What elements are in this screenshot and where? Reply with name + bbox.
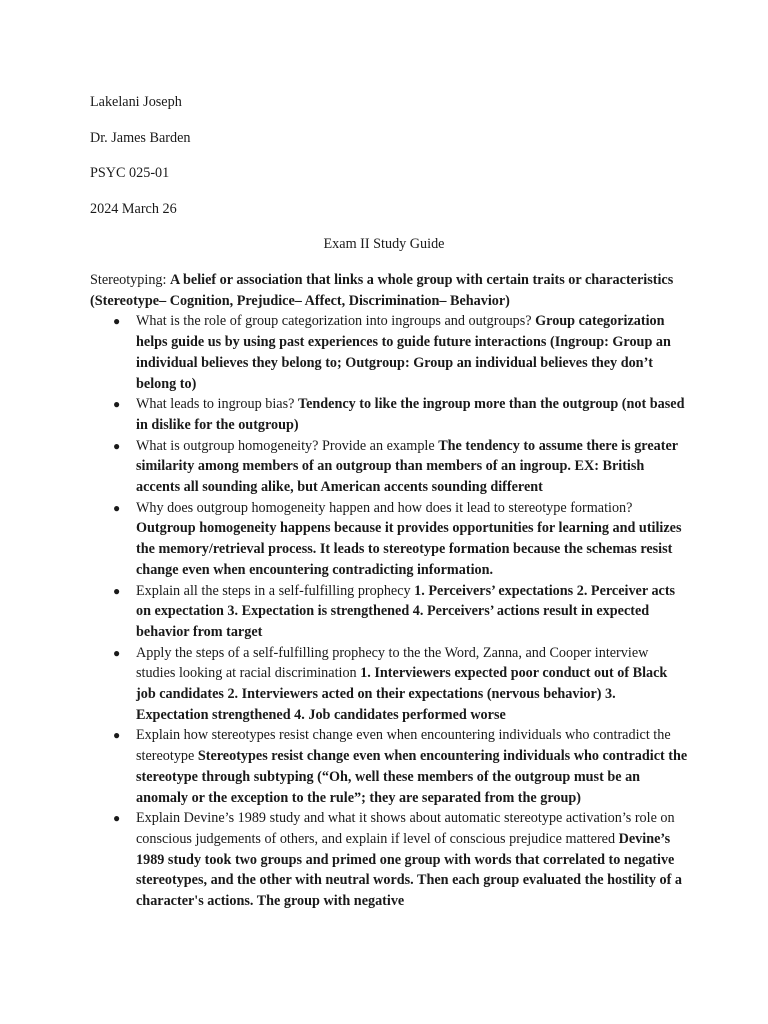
question-text: Apply the steps of a self-fulfilling prophecy to the the Word, Zanna, and Cooper interview studies looking at racial discrimination bbox=[136, 644, 649, 682]
question-text: What is outgroup homogeneity? Provide an example bbox=[136, 437, 439, 454]
answer-text: 1. Perceivers’ expectations 2. Perceiver acts on expectation 3. Expectation is strengthened 4. Perceivers’ actions result in expected behavior from target bbox=[136, 582, 676, 640]
question-text: What leads to ingroup bias? bbox=[136, 396, 298, 413]
course-code: PSYC 025-01 bbox=[90, 165, 170, 181]
answer-text: Tendency to like the ingroup more than the outgroup (not based in dislike for the outgroup) bbox=[136, 396, 685, 433]
question-text: Explain how stereotypes resist change even when encountering individuals who contradict the stereotype bbox=[136, 727, 671, 765]
question-list bbox=[90, 311, 690, 911]
bullet-icon: ● bbox=[113, 728, 121, 743]
question-text: Explain all the steps in a self-fulfilling prophecy bbox=[136, 582, 415, 599]
list-item bbox=[90, 394, 690, 435]
answer-text: 1. Interviewers expected poor conduct out of Black job candidates 2. Interviewers acted on their expectations (nervous behavior) 3. Expectation strengthened 4. Job candidates performed worse bbox=[136, 665, 668, 723]
bullet-icon: ● bbox=[113, 500, 121, 515]
list-item bbox=[90, 725, 690, 808]
document-title: Exam II Study Guide bbox=[323, 236, 445, 252]
answer-text: Group categorization helps guide us by using past experiences to guide future interactions (Ingroup: Group an individual believes they belong to; Outgroup: Group an individual believes they don’t belong to) bbox=[136, 313, 671, 392]
bullet-icon: ● bbox=[113, 811, 121, 826]
list-item bbox=[90, 581, 690, 643]
bullet-icon: ● bbox=[113, 645, 121, 660]
intro-paragraph bbox=[90, 270, 690, 311]
bullet-icon: ● bbox=[113, 583, 121, 598]
list-item bbox=[90, 808, 690, 912]
study-guide-body bbox=[90, 270, 690, 912]
bullet-icon: ● bbox=[113, 397, 121, 412]
student-name: Lakelani Joseph bbox=[90, 94, 182, 110]
question-text: What is the role of group categorization into ingroups and outgroups? bbox=[136, 313, 536, 330]
question-text: Why does outgroup homogeneity happen and how does it lead to stereotype formation? bbox=[136, 499, 633, 516]
answer-text: Devine’s 1989 study took two groups and primed one group with words that correlated to negative stereotypes, and the other with neutral words. Then each group evaluated the hostility of a character's actions. The group with negative bbox=[136, 830, 682, 910]
answer-text: Stereotypes resist change even when encountering individuals who contradict the stereotype through subtyping (“Oh, well these members of the outgroup must be an anomaly or the exception to the rule”; they are separated from the group) bbox=[136, 748, 688, 806]
list-item bbox=[90, 436, 690, 498]
bullet-icon: ● bbox=[113, 438, 121, 453]
question-text: Explain Devine’s 1989 study and what it shows about automatic stereotype activation’s role on conscious judgements of others, and explain if level of conscious prejudice mattered bbox=[136, 810, 675, 847]
bullet-icon: ● bbox=[113, 314, 121, 329]
answer-text: Outgroup homogeneity happens because it provides opportunities for learning and utilizes the memory/retrieval process. It leads to stereotype formation because the schemas resist change even when encountering contradicting information. bbox=[136, 520, 682, 578]
list-item bbox=[90, 498, 690, 581]
list-item bbox=[90, 311, 690, 394]
intro-term: Stereotyping: bbox=[90, 272, 170, 288]
document-date: 2024 March 26 bbox=[90, 201, 177, 217]
answer-text: The tendency to assume there is greater similarity among members of an outgroup than members of an ingroup. EX: British accents all sounding alike, but American accents sounding different bbox=[136, 437, 678, 496]
list-item bbox=[90, 643, 690, 726]
intro-definition: A belief or association that links a whole group with certain traits or characteristics (Stereotype– Cognition, Prejudice– Affect, Discrimination– Behavior) bbox=[90, 272, 674, 309]
professor-name: Dr. James Barden bbox=[90, 130, 191, 146]
